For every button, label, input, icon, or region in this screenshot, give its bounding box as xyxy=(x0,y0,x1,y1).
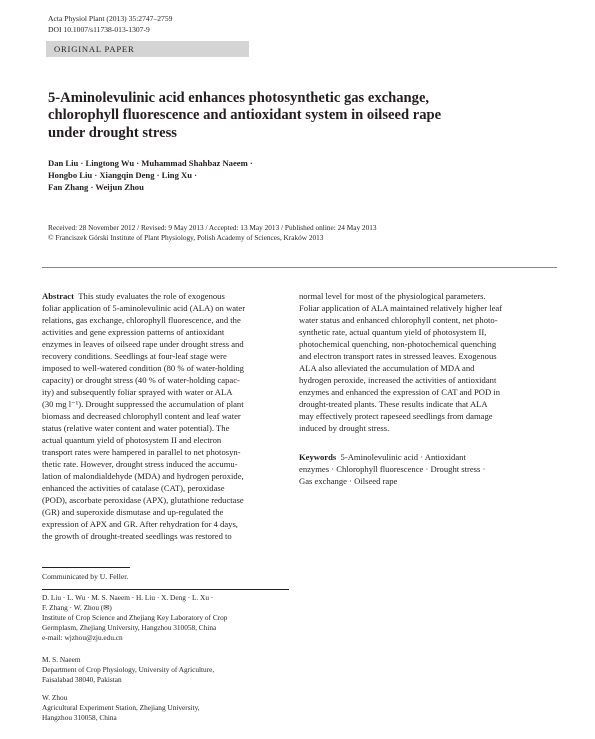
abstract-line: enzymes and enhanced the expression of CAT and POD in xyxy=(299,387,501,397)
abstract-line: enhanced the activities of catalase (CAT), peroxidase xyxy=(42,483,225,493)
author-line: Hongbo Liu · Xiangqin Deng · Ling Xu · xyxy=(48,170,198,180)
section-banner xyxy=(46,41,249,57)
affiliation-line: W. Zhou xyxy=(42,693,68,702)
communicated-by: Communicated by U. Feller. xyxy=(42,572,129,581)
affiliation-line: Faisalabad 38040, Pakistan xyxy=(42,675,122,684)
affiliation-block xyxy=(42,655,292,685)
abstract-line: recovery conditions. Seedlings at four-leaf stage were xyxy=(42,351,227,361)
abstract-line: normal level for most of the physiological parameters. xyxy=(299,291,486,301)
affiliation-line: F. Zhang · W. Zhou (✉) xyxy=(42,603,112,612)
abstract-line: foliar application of 5-aminolevulinic acid (ALA) on water xyxy=(42,303,246,313)
abstract-line: (30 mg l⁻¹). Drought suppressed the accumulation of plant xyxy=(42,399,244,409)
abstract-line: transport rates were hampered in parallel to net photosyn- xyxy=(42,447,241,457)
affiliation-line: Hangzhou 310058, China xyxy=(42,713,117,722)
affiliation-block xyxy=(42,593,292,643)
keywords-line: Gas exchange · Oilseed rape xyxy=(299,476,398,486)
copyright-line: © Franciszek Górski Institute of Plant Physiology, Polish Academy of Sciences, Kraków 2013 xyxy=(48,232,324,242)
abstract-line: photochemical quenching, non-photochemical quenching xyxy=(299,339,497,349)
abstract-line: may effectively protect rapeseed seedlings from damage xyxy=(299,411,493,421)
abstract-line: expression of APX and GR. After rehydration for 4 days, xyxy=(42,519,238,529)
doi[interactable]: DOI 10.1007/s11738-013-1307-9 xyxy=(48,25,150,34)
abstract-line: and electron transport rates in stressed leaves. Exogenous xyxy=(299,351,497,361)
keywords-line: enzymes · Chlorophyll fluorescence · Drought stress · xyxy=(299,464,486,474)
title-line: chlorophyll fluorescence and antioxidant system in oilseed rape xyxy=(48,107,442,124)
author-list xyxy=(48,157,448,193)
abstract-line: synthetic rate, actual quantum yield of photosystem II, xyxy=(299,327,487,337)
abstract-line: thetic rate. However, drought stress induced the accumu- xyxy=(42,459,238,469)
abstract-line: biomass and decreased chlorophyll content and leaf water xyxy=(42,411,241,421)
affiliation-line: Agricultural Experiment Station, Zhejiang University, xyxy=(42,703,200,712)
keywords-heading: Keywords xyxy=(299,452,337,462)
affiliation-line: M. S. Naeem xyxy=(42,655,81,664)
affiliation-divider xyxy=(42,589,289,590)
abstract-line: Foliar application of ALA maintained relatively higher leaf xyxy=(299,303,503,313)
abstract-right-column xyxy=(299,290,553,434)
article-title xyxy=(48,90,548,142)
affiliation-line: D. Liu · L. Wu · M. S. Naeem · H. Liu · X. Deng · L. Xu · xyxy=(42,593,214,602)
abstract-line: lation of malondialdehyde (MDA) and hydrogen peroxide, xyxy=(42,471,244,481)
abstract-line: relations, gas exchange, chlorophyll fluorescence, and the xyxy=(42,315,241,325)
abstract-line: water status and enhanced chlorophyll content, net photo- xyxy=(299,315,498,325)
abstract-line: the growth of drought-treated seedlings was restored to xyxy=(42,531,232,541)
title-line: 5-Aminolevulinic acid enhances photosynthetic gas exchange, xyxy=(48,90,430,106)
email-link[interactable]: e-mail: wjzhou@zju.edu.cn xyxy=(42,633,123,642)
section-label: ORIGINAL PAPER xyxy=(54,44,135,54)
abstract-heading: Abstract xyxy=(42,291,74,301)
footnote-divider xyxy=(42,567,130,568)
abstract-line: imposed to well-watered condition (80 % of water-holding xyxy=(42,363,244,373)
affiliation-line: Department of Crop Physiology, University of Agriculture, xyxy=(42,665,215,674)
abstract-line: ity) and subsequently foliar sprayed with water or ALA xyxy=(42,387,233,397)
abstract-line: enzymes in leaves of oilseed rape under drought stress and xyxy=(42,339,244,349)
abstract-line: (GR) and superoxide dismutase and up-regulated the xyxy=(42,507,224,517)
dates-line: Received: 28 November 2012 / Revised: 9 May 2013 / Accepted: 13 May 2013 / Published online: 24 May 2013 xyxy=(48,223,377,232)
abstract-line: activities and gene expression patterns of antioxidant xyxy=(42,327,225,337)
author-line: Fan Zhang · Weijun Zhou xyxy=(48,182,144,192)
abstract-line: capacity) or drought stress (40 % of water-holding capac- xyxy=(42,375,240,385)
abstract-line: actual quantum yield of photosystem II and electron xyxy=(42,435,222,445)
author-line: Dan Liu · Lingtong Wu · Muhammad Shahbaz Naeem · xyxy=(48,158,253,168)
affiliation-line: Institute of Crop Science and Zhejiang Key Laboratory of Crop xyxy=(42,613,228,622)
abstract-line: ALA also alleviated the accumulation of MDA and xyxy=(299,363,475,373)
abstract-line: hydrogen peroxide, increased the activities of antioxidant xyxy=(299,375,497,385)
abstract-line: drought-treated plants. These results indicate that ALA xyxy=(299,399,488,409)
journal-citation: Acta Physiol Plant (2013) 35:2747–2759 xyxy=(48,14,173,23)
header-divider xyxy=(42,267,557,268)
affiliation-line: Germplasm, Zhejiang University, Hangzhou 310058, China xyxy=(42,623,217,632)
abstract-line: status (relative water content and water potential). The xyxy=(42,423,230,433)
publication-history xyxy=(48,223,558,243)
abstract-left-column xyxy=(42,290,289,542)
abstract-first-line: Abstract This study evaluates the role of exogenous xyxy=(42,291,225,301)
abstract-line: (POD), ascorbate peroxidase (APX), glutathione reductase xyxy=(42,495,244,505)
abstract-line: induced by drought stress. xyxy=(299,423,390,433)
title-line: under drought stress xyxy=(48,124,177,141)
keywords-block xyxy=(299,451,553,487)
affiliation-block xyxy=(42,693,292,723)
keywords-first-line: Keywords 5-Aminolevulinic acid · Antioxidant xyxy=(299,452,466,462)
